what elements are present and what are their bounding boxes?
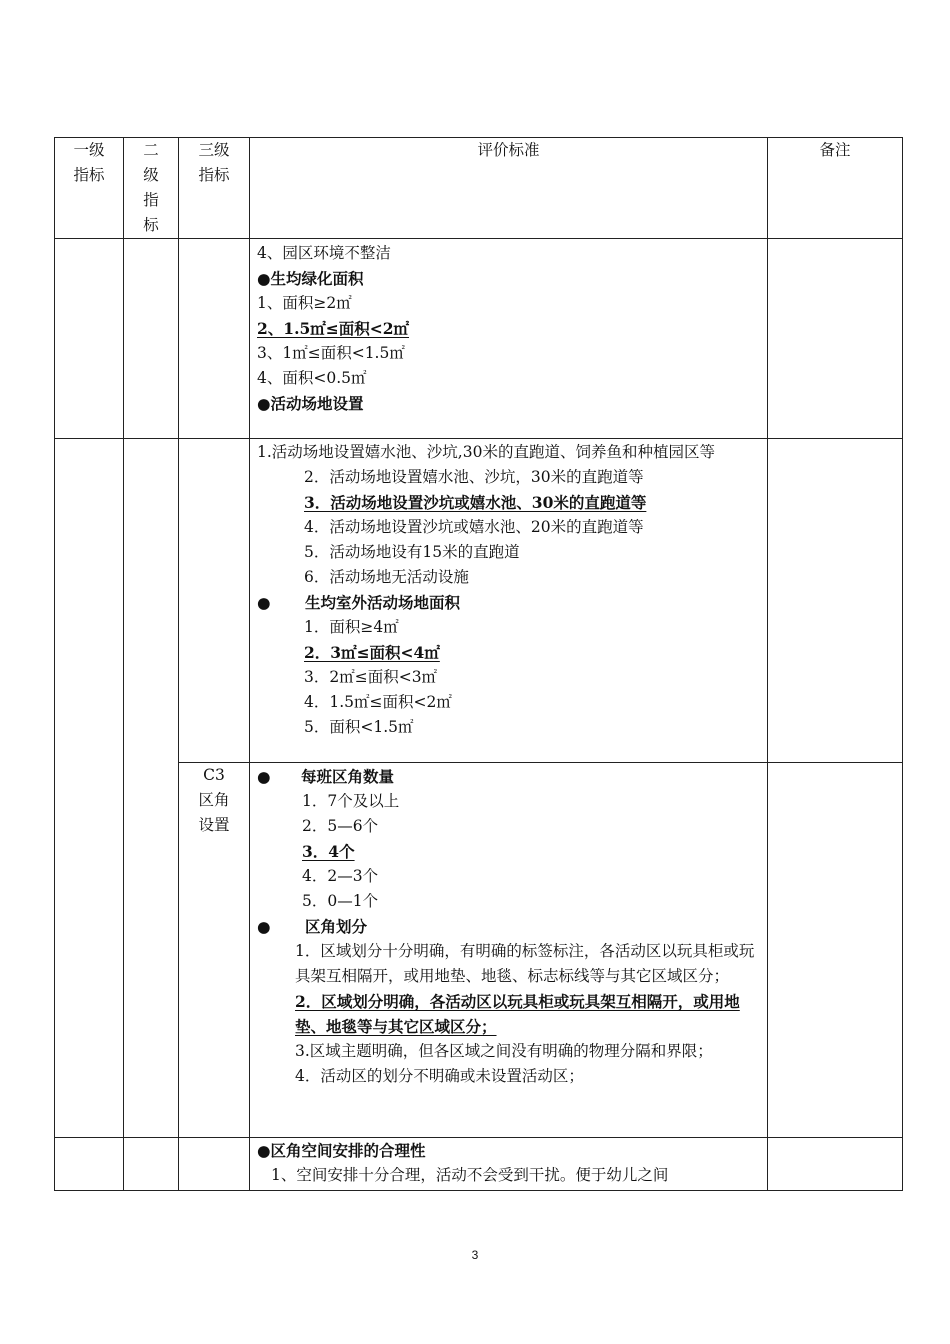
criteria-paragraph (257, 939, 767, 989)
criteria-cell (250, 439, 768, 763)
level3-label-line: C3 (203, 766, 225, 784)
level1-cell (55, 1138, 124, 1191)
criteria-heading: ●生均绿化面积 (257, 269, 364, 288)
criteria-heading: 生均室外活动场地面积 (305, 593, 461, 612)
header-level2-line: 指 (143, 191, 159, 209)
level1-cell (55, 239, 124, 439)
criteria-line: 2．活动场地设置嬉水池、沙坑，30米的直跑道等 (304, 468, 644, 486)
criteria-paragraph: 4．活动区的划分不明确或未设置活动区； (295, 1067, 584, 1085)
criteria-line: 4、园区环境不整洁 (257, 244, 391, 262)
level3-cell (179, 1138, 250, 1191)
criteria-heading: ●活动场地设置 (257, 394, 364, 413)
remarks-cell (768, 439, 903, 763)
criteria-line: 4、面积<0.5㎡ (257, 369, 367, 387)
criteria-line: 3、1㎡≤面积<1.5㎡ (257, 344, 405, 362)
header-criteria: 评价标准 (250, 138, 768, 239)
remarks-cell (768, 1138, 903, 1191)
level1-cell (55, 439, 124, 1138)
criteria-line: 1．7个及以上 (302, 792, 400, 810)
remarks-cell (768, 239, 903, 439)
evaluation-table (54, 137, 903, 1191)
header-level2-line: 标 (143, 216, 159, 234)
criteria-line: 5．面积<1.5㎡ (304, 718, 414, 736)
bullet-icon: ● (257, 593, 271, 612)
criteria-line-selected: 3．活动场地设置沙坑或嬉水池、30米的直跑道等 (304, 493, 647, 512)
header-level2-line: 级 (143, 166, 159, 184)
header-level1-line: 一级 (73, 141, 105, 159)
level3-cell (179, 439, 250, 763)
criteria-cell (250, 763, 768, 1138)
criteria-line: 2．5—6个 (302, 817, 379, 835)
level3-label-line: 区角 (198, 791, 230, 809)
criteria-line: 1.活动场地设置嬉水池、沙坑,30米的直跑道、饲养鱼和种植园区等 (257, 443, 715, 461)
criteria-line: 1、空间安排十分合理，活动不会受到干扰。便于幼儿之间 (271, 1166, 669, 1184)
criteria-paragraph-text: 1．区域划分十分明确，有明确的标签标注，各活动区以玩具柜或玩具架互相隔开，或用地垫、地毯、标志标线等与其它区域区分； (295, 942, 755, 985)
level3-cell-c3 (179, 763, 250, 1138)
table-header-row (55, 138, 903, 239)
header-level1-line: 指标 (73, 166, 105, 184)
table-row (55, 439, 903, 763)
criteria-line: 6．活动场地无活动设施 (304, 568, 469, 586)
criteria-line: 1．面积≥4㎡ (304, 618, 399, 636)
header-level2 (124, 138, 179, 239)
criteria-cell (250, 1138, 768, 1191)
table-row (55, 239, 903, 439)
bullet-icon: ● (257, 767, 271, 786)
header-level1 (55, 138, 124, 239)
criteria-line: 3．2㎡≤面积<3㎡ (304, 668, 438, 686)
criteria-line: 1、面积≥2㎡ (257, 294, 352, 312)
remarks-cell (768, 763, 903, 1138)
criteria-line: 5．0—1个 (302, 892, 379, 910)
header-level3-line: 指标 (198, 166, 230, 184)
level2-cell (124, 1138, 179, 1191)
criteria-line: 4．2—3个 (302, 867, 379, 885)
level3-label-line: 设置 (198, 816, 230, 834)
criteria-paragraph: 3.区域主题明确，但各区域之间没有明确的物理分隔和界限； (295, 1042, 713, 1060)
header-remarks: 备注 (768, 138, 903, 239)
criteria-cell (250, 239, 768, 439)
header-level3 (179, 138, 250, 239)
criteria-paragraph-selected: 2．区域划分明确，各活动区以玩具柜或玩具架互相隔开，或用地垫、地毯等与其它区域区分； (295, 992, 740, 1036)
bullet-icon: ● (257, 917, 271, 936)
level3-cell (179, 239, 250, 439)
header-level2-line: 二 (143, 141, 159, 159)
criteria-line-selected: 2、1.5㎡≤面积<2㎡ (257, 319, 410, 338)
criteria-line-selected: 3．4个 (302, 842, 355, 861)
level2-cell (124, 439, 179, 1138)
criteria-heading: ●区角空间安排的合理性 (257, 1141, 426, 1160)
page-number: 3 (471, 1248, 479, 1262)
header-level3-line: 三级 (198, 141, 230, 159)
criteria-line: 5．活动场地设有15米的直跑道 (304, 543, 520, 561)
criteria-line: 4．活动场地设置沙坑或嬉水池、20米的直跑道等 (304, 518, 644, 536)
criteria-line-selected: 2．3㎡≤面积<4㎡ (304, 643, 440, 662)
table-row (55, 763, 903, 1138)
criteria-heading: 每班区角数量 (301, 767, 395, 786)
table-row (55, 1138, 903, 1191)
level2-cell (124, 239, 179, 439)
criteria-line: 4．1.5㎡≤面积<2㎡ (304, 693, 452, 711)
criteria-heading: 区角划分 (305, 917, 368, 936)
